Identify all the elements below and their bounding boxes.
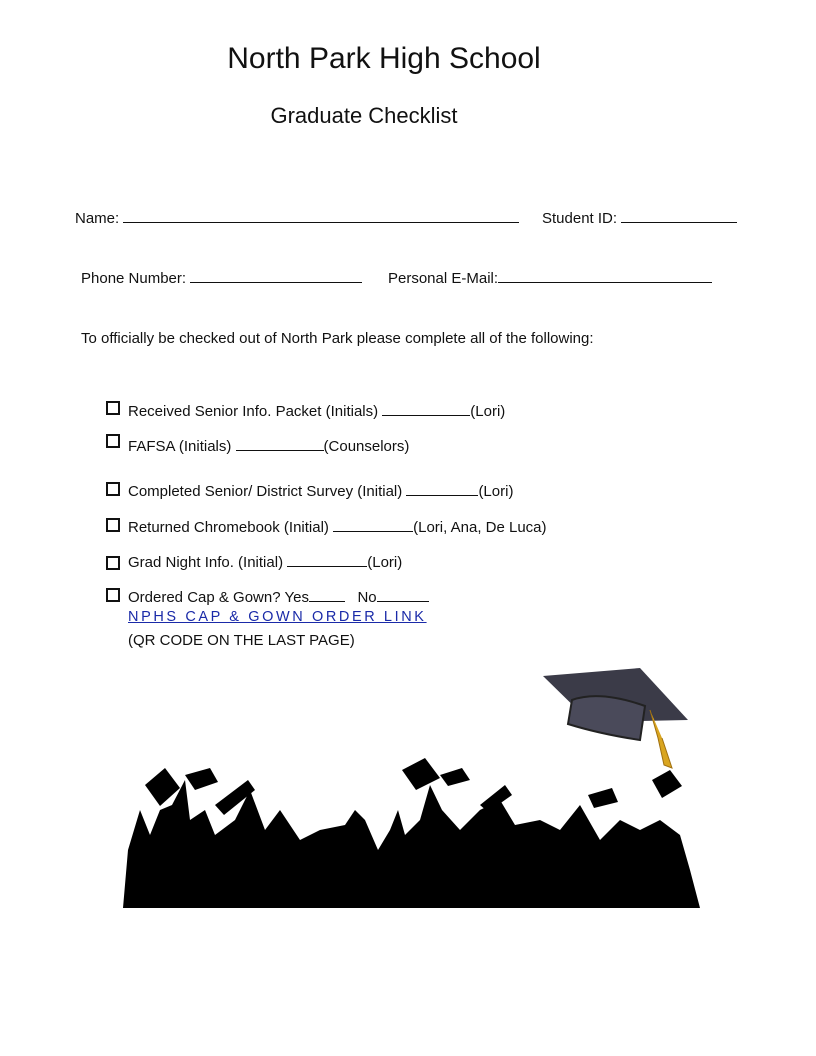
item-label: Completed Senior/ District Survey (Initial) [128, 483, 403, 500]
checklist-item [128, 552, 402, 571]
email-blank[interactable] [498, 268, 712, 283]
instructions: To officially be checked out of North Park please complete all of the following: [81, 330, 594, 347]
phone-field [81, 268, 362, 287]
item-label: Ordered Cap & Gown? Yes [128, 589, 309, 606]
item-label: Returned Chromebook (Initial) [128, 519, 329, 536]
page-title: North Park High School [227, 42, 541, 75]
no-label: No [357, 589, 377, 606]
email-label: Personal E-Mail: [388, 270, 499, 287]
yes-blank[interactable] [309, 587, 345, 602]
item-contact: (Counselors) [323, 438, 410, 455]
checklist-item [128, 587, 429, 606]
checkbox-survey[interactable] [106, 482, 120, 496]
name-field [75, 208, 519, 227]
checkbox-chromebook[interactable] [106, 518, 120, 532]
checklist-item [128, 401, 505, 420]
checkbox-cap-gown[interactable] [106, 588, 120, 602]
page-subtitle: Graduate Checklist [270, 103, 458, 128]
item-contact: (Lori) [478, 483, 514, 500]
name-blank[interactable] [123, 208, 519, 223]
student-id-label: Student ID: [542, 210, 618, 227]
checklist-item [128, 481, 513, 500]
graduation-silhouette-illustration [0, 660, 816, 920]
graduation-cap-icon [543, 668, 688, 768]
email-field [388, 268, 712, 287]
graduates-silhouette-icon [123, 758, 700, 908]
phone-blank[interactable] [190, 268, 362, 283]
item-contact: (Lori) [470, 403, 506, 420]
checklist-item [128, 517, 547, 536]
phone-label: Phone Number: [81, 270, 187, 287]
no-blank[interactable] [377, 587, 429, 602]
checkbox-grad-night[interactable] [106, 556, 120, 570]
student-id-field [542, 208, 737, 227]
qr-note: (QR CODE ON THE LAST PAGE) [128, 632, 355, 649]
cap-gown-order-link[interactable]: NPHS CAP & GOWN ORDER LINK [128, 609, 427, 625]
item-contact: (Lori, Ana, De Luca) [413, 519, 547, 536]
item-contact: (Lori) [367, 554, 403, 571]
initials-blank[interactable] [287, 552, 367, 567]
name-label: Name: [75, 210, 120, 227]
item-label: FAFSA (Initials) [128, 438, 232, 455]
initials-blank[interactable] [406, 481, 478, 496]
checklist-item [128, 436, 409, 455]
item-label: Grad Night Info. (Initial) [128, 554, 284, 571]
initials-blank[interactable] [333, 517, 413, 532]
checkbox-fafsa[interactable] [106, 434, 120, 448]
item-label: Received Senior Info. Packet (Initials) [128, 403, 379, 420]
initials-blank[interactable] [382, 401, 470, 416]
initials-blank[interactable] [236, 436, 324, 451]
student-id-blank[interactable] [621, 208, 737, 223]
checkbox-senior-packet[interactable] [106, 401, 120, 415]
